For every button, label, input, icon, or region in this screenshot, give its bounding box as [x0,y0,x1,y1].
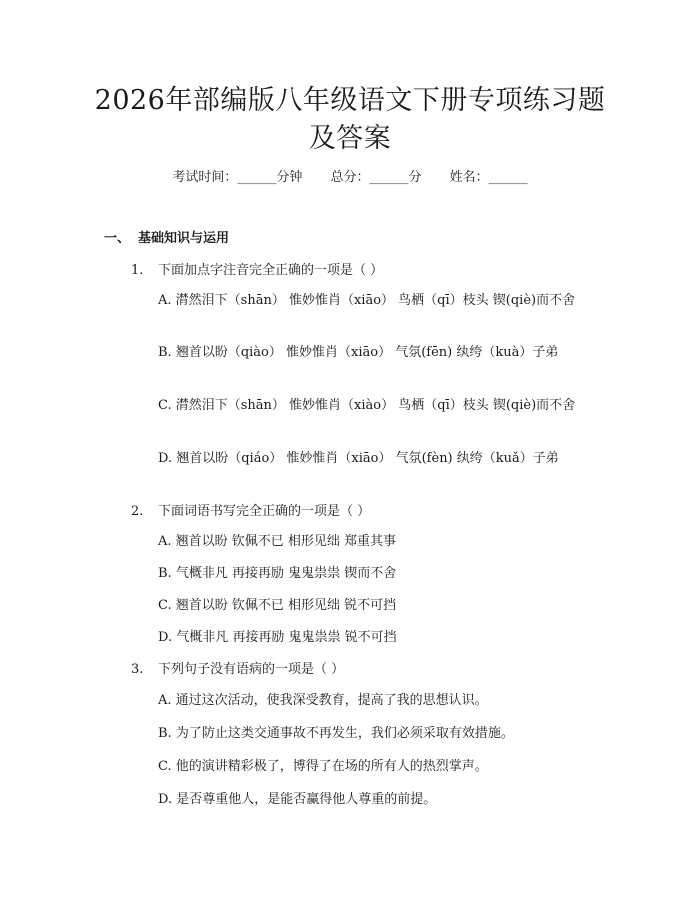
section-label: 基础知识与运用 [138,231,230,246]
question-text: 下列句子没有语病的一项是（ ） [158,662,345,677]
question-2-option-c: C. 翘首以盼 钦佩不已 相形见绌 锐不可挡 [158,598,397,613]
question-1-option-b: B. 翘首以盼（qiào） 惟妙惟肖（xiāo） 气氛(fēn) 纨绔（kuà）子弟 [158,345,559,360]
exam-meta [0,168,700,188]
document-title: 2026年部编版八年级语文下册专项练习题及答案 [94,85,606,154]
question-3-option-a: A. 通过这次活动，使我深受教育，提高了我的思想认识。 [158,693,488,708]
exam-name: 姓名：______ [449,170,528,185]
section-heading [104,229,229,249]
section-number: 一、 [104,231,131,246]
exam-score: 总分：______分 [330,170,422,185]
question-2-option-b: B. 气概非凡 再接再励 鬼鬼祟祟 锲而不舍 [158,566,397,581]
question-number: 3. [131,662,144,677]
exam-time: 考试时间：______分钟 [172,170,303,185]
question-text: 下面加点字注音完全正确的一项是（ ） [158,263,384,278]
question-number: 1. [131,263,144,278]
question-2-option-a: A. 翘首以盼 钦佩不已 相形见绌 郑重其事 [158,534,397,549]
question-3-option-c: C. 他的演讲精彩极了，博得了在场的所有人的热烈掌声。 [158,759,488,774]
question-1-option-d: D. 翘首以盼（qiáo） 惟妙惟肖（xiāo） 气氛(fèn) 纨绔（kuǎ）子弟 [158,451,559,466]
question-2-option-d: D. 气概非凡 再接再励 鬼鬼祟祟 锐不可挡 [158,630,397,645]
question-3 [131,660,344,680]
question-2 [131,502,370,522]
question-text: 下面词语书写完全正确的一项是（ ） [158,504,371,519]
question-3-option-d: D. 是否尊重他人，是能否赢得他人尊重的前提。 [158,792,437,807]
question-number: 2. [131,504,144,519]
question-1-option-c: C. 潸然泪下（shān） 惟妙惟肖（xiào） 鸟栖（qī）枝头 锲(qiè)而不舍 [158,398,576,413]
question-1 [131,261,383,281]
question-3-option-b: B. 为了防止这类交通事故不再发生，我们必须采取有效措施。 [158,726,514,741]
question-1-option-a: A. 潸然泪下（shān） 惟妙惟肖（xiāo） 鸟栖（qī）枝头 锲(qiè)而不舍 [158,293,576,308]
